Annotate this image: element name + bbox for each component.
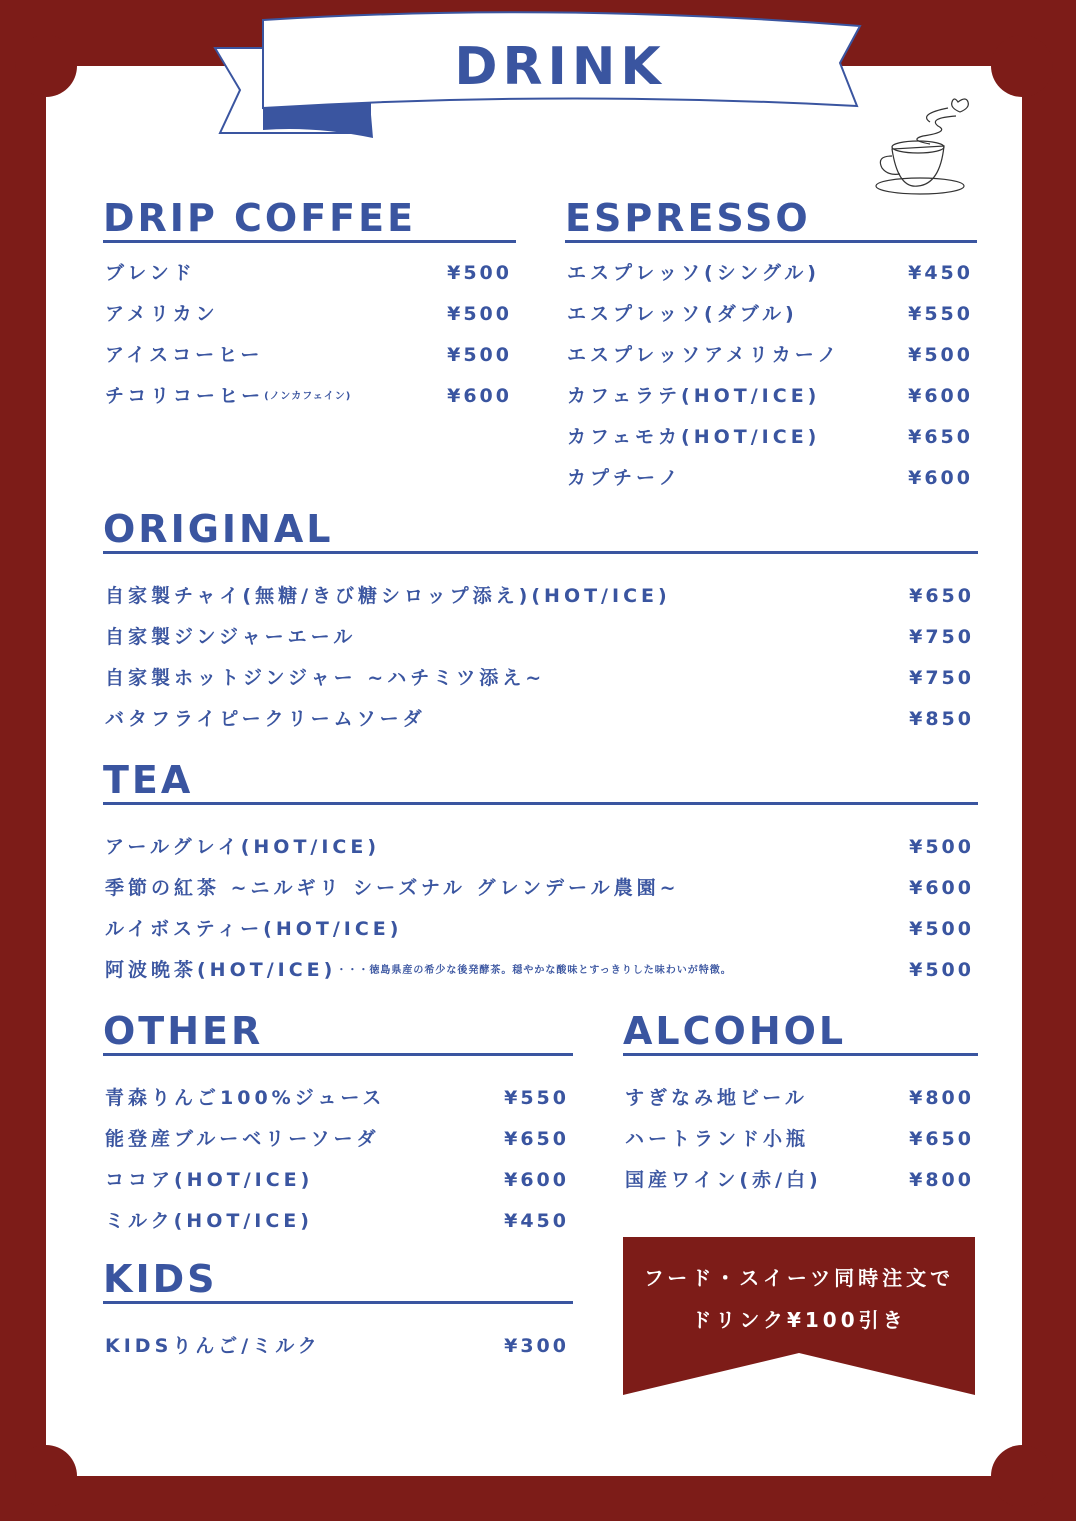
menu-item: カフェモカ(HOT/ICE) ¥650 xyxy=(567,426,973,448)
promo-banner xyxy=(623,1237,975,1397)
menu-item: 青森りんご100%ジュース ¥550 xyxy=(105,1087,569,1109)
menu-item: カフェラテ(HOT/ICE) ¥600 xyxy=(567,385,973,407)
section-title: TEA xyxy=(103,758,978,805)
section-title: OTHER xyxy=(103,1009,573,1056)
promo-line-1: フード・スイーツ同時注文で xyxy=(643,1266,955,1290)
menu-item: ルイボスティー(HOT/ICE) ¥500 xyxy=(105,918,974,940)
menu-item: カプチーノ ¥600 xyxy=(567,467,973,489)
menu-item: エスプレッソ(ダブル) ¥550 xyxy=(567,303,973,325)
promo-text xyxy=(623,1257,975,1341)
item-note: ・・・徳島県産の希少な後発酵茶。穏やかな酸味とすっきりした味わいが特徴。 xyxy=(336,965,732,976)
menu-item: チコリコーヒー(ノンカフェイン) ¥600 xyxy=(105,385,512,407)
menu-item: アメリカン ¥500 xyxy=(105,303,512,325)
menu-item: 季節の紅茶 ~ニルギリ シーズナル グレンデール農園~ ¥600 xyxy=(105,877,974,899)
menu-item: ハートランド小瓶 ¥650 xyxy=(625,1128,974,1150)
section-alcohol xyxy=(623,1009,978,1201)
menu-item: アールグレイ(HOT/ICE) ¥500 xyxy=(105,836,974,858)
promo-line-2: ドリンク¥100引き xyxy=(691,1308,907,1332)
menu-item: 自家製ジンジャーエール ¥750 xyxy=(105,626,974,648)
card-corner-top-right xyxy=(991,35,1053,97)
menu-item: すぎなみ地ビール ¥800 xyxy=(625,1087,974,1109)
section-title: DRIP COFFEE xyxy=(103,196,516,243)
menu-item: ココア(HOT/ICE) ¥600 xyxy=(105,1169,569,1191)
menu-item: バタフライピークリームソーダ ¥850 xyxy=(105,708,974,730)
coffee-cup-icon xyxy=(868,94,978,204)
section-espresso xyxy=(565,196,977,499)
menu-item: ブレンド ¥500 xyxy=(105,262,512,284)
card-corner-bottom-right xyxy=(991,1445,1053,1507)
menu-item: 自家製ホットジンジャー ~ハチミツ添え~ ¥750 xyxy=(105,667,974,689)
section-drip-coffee xyxy=(103,196,516,417)
section-tea xyxy=(103,758,978,991)
item-note: (ノンカフェイン) xyxy=(264,391,352,402)
menu-item: エスプレッソ(シングル) ¥450 xyxy=(567,262,973,284)
menu-item: 能登産ブルーベリーソーダ ¥650 xyxy=(105,1128,569,1150)
section-title: KIDS xyxy=(103,1257,573,1304)
card-corner-bottom-left xyxy=(15,1445,77,1507)
page-title: DRINK xyxy=(454,37,666,97)
section-other xyxy=(103,1009,573,1242)
menu-item: エスプレッソアメリカーノ ¥500 xyxy=(567,344,973,366)
card-corner-top-left xyxy=(15,35,77,97)
section-title: ALCOHOL xyxy=(623,1009,978,1056)
menu-item: ミルク(HOT/ICE) ¥450 xyxy=(105,1210,569,1232)
section-original xyxy=(103,507,978,740)
menu-item: アイスコーヒー ¥500 xyxy=(105,344,512,366)
menu-item: 国産ワイン(赤/白) ¥800 xyxy=(625,1169,974,1191)
section-kids xyxy=(103,1257,573,1367)
section-title: ESPRESSO xyxy=(565,196,977,243)
section-title: ORIGINAL xyxy=(103,507,978,554)
menu-item: KIDSりんご/ミルク ¥300 xyxy=(105,1335,569,1357)
menu-item: 自家製チャイ(無糖/きび糖シロップ添え)(HOT/ICE) ¥650 xyxy=(105,585,974,607)
menu-item: 阿波晩茶(HOT/ICE)・・・徳島県産の希少な後発酵茶。穏やかな酸味とすっきりした味わいが特徴。 ¥500 xyxy=(105,959,974,981)
